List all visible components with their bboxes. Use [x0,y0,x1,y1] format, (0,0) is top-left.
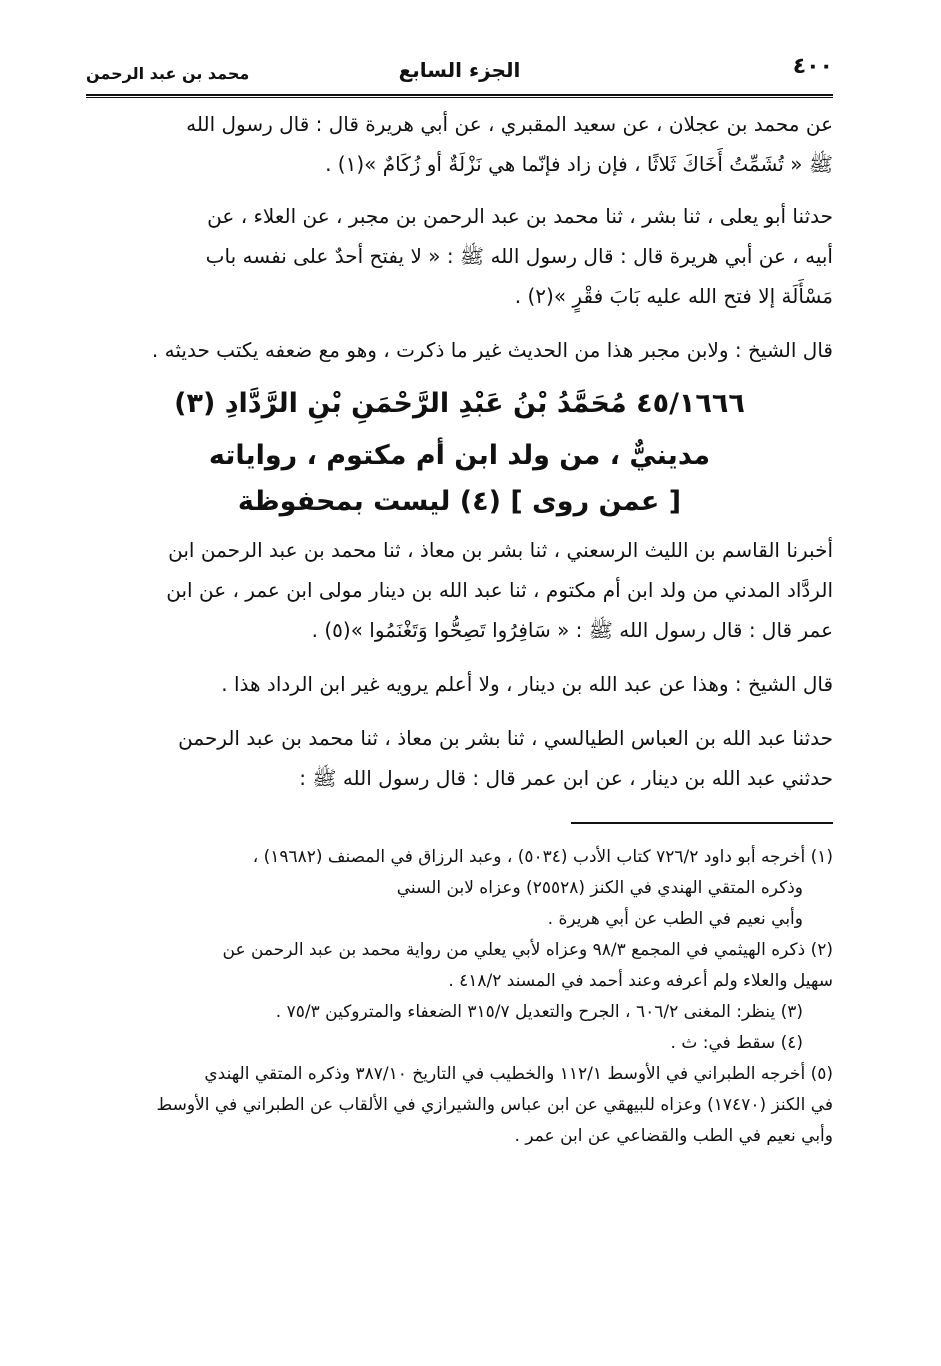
page-header [86,54,833,90]
footnote-line: سهيل والعلاء ولم أعرفه وعند أحمد في المسند ٤١٨/٢ . [448,971,833,991]
text-line: قال الشيخ : وهذا عن عبد الله بن دينار ، ولا أعلم يرويه غير ابن الرداد هذا . [221,672,833,696]
footnote-line: (٣) ينظر: المغنى ٦٠٦/٢ ، الجرح والتعديل ٣١٥/٧ الضعفاء والمتروكين ٧٥/٣ . [275,1002,803,1022]
entry-subheading-2: [ عمن روى ] (٤) ليست بمحفوظة [237,486,682,517]
paragraph [86,530,833,650]
footnote-line: وأبي نعيم في الطب عن أبي هريرة . [547,909,803,929]
text-line: حدثنا عبد الله بن العباس الطيالسي ، ثنا بشر بن معاذ ، ثنا محمد بن عبد الرحمن [178,726,833,750]
paragraph [86,330,833,370]
paragraph [86,196,833,316]
paragraph [86,104,833,184]
text-line: حدثنا أبو يعلى ، ثنا بشر ، ثنا محمد بن عبد الرحمن بن مجبر ، عن العلاء ، عن [207,204,833,228]
text-line: أبيه ، عن أبي هريرة قال : قال رسول الله ﷺ : « لا يفتح أحدٌ على نفسه باب [205,244,833,268]
footnote-line: (٥) أخرجه الطبراني في الأوسط ١١٢/١ والخطيب في التاريخ ٣٨٧/١٠ وذكره المتقي الهندي [204,1064,833,1084]
footnote-line: (٢) ذكره الهيثمي في المجمع ٩٨/٣ وعزاه لأبي يعلي من رواية محمد بن عبد الرحمن عن [222,940,833,960]
paragraph [86,718,833,798]
text-line: أخبرنا القاسم بن الليث الرسعني ، ثنا بشر بن معاذ ، ثنا محمد بن عبد الرحمن ابن [168,538,833,562]
footnote-separator [571,822,833,824]
entry-subheading: مدينيٌّ ، من ولد ابن أم مكتوم ، رواياته [208,440,711,471]
text-line: عن محمد بن عجلان ، عن سعيد المقبري ، عن أبي هريرة قال : قال رسول الله [186,112,833,136]
footnotes [86,842,833,1152]
page-number: ٤٠٠ [792,54,833,79]
header-rule [86,94,833,96]
part-title: الجزء السابع [398,58,521,82]
entry-heading: ٤٥/١٦٦٦ مُحَمَّدُ بْنُ عَبْدِ الرَّحْمَنِ بْنِ الرَّدَّادِ (٣) [174,388,745,419]
footnote-line: وذكره المتقي الهندي في الكنز (٢٥٥٢٨) وعزاه لابن السني [396,878,803,898]
header-rule-thin [86,97,833,98]
running-author: محمد بن عبد الرحمن [86,64,250,83]
footnote-line: (١) أخرجه أبو داود ٧٢٦/٢ كتاب الأدب (٥٠٣٤) ، وعبد الرزاق في المصنف (١٩٦٨٢) ، [252,847,833,867]
text-line: حدثني عبد الله بن دينار ، عن ابن عمر قال : قال رسول الله ﷺ : [299,766,833,790]
paragraph [86,664,833,704]
text-line: ﷺ « تُشَمِّتُ أَخَاكَ ثَلاثًا ، فإن زاد فإنّما هي نَزْلَةٌ أو زُكَامٌ »(١) . [325,152,833,176]
footnote-line: (٤) سقط في: ث . [670,1033,803,1053]
footnote-line: وأبي نعيم في الطب والقضاعي عن ابن عمر . [514,1126,833,1146]
text-line: عمر قال : قال رسول الله ﷺ : « سَافِرُوا تَصِحُّوا وَتَغْنَمُوا »(٥) . [311,618,833,642]
text-line: قال الشيخ : ولابن مجبر هذا من الحديث غير ما ذكرت ، وهو مع ضعفه يكتب حديثه . [151,338,833,362]
footnote-line: في الكنز (١٧٤٧٠) وعزاه للبيهقي عن ابن عباس والشيرازي في الألقاب عن الطبراني في الأوسط [156,1095,833,1115]
text-line: مَسْأَلَة إلا فتح الله عليه بَابَ فقْرٍ »(٢) . [514,284,833,308]
text-line: الردَّاد المدني من ولد ابن أم مكتوم ، ثنا عبد الله بن دينار مولى ابن عمر ، عن ابن [166,578,833,602]
